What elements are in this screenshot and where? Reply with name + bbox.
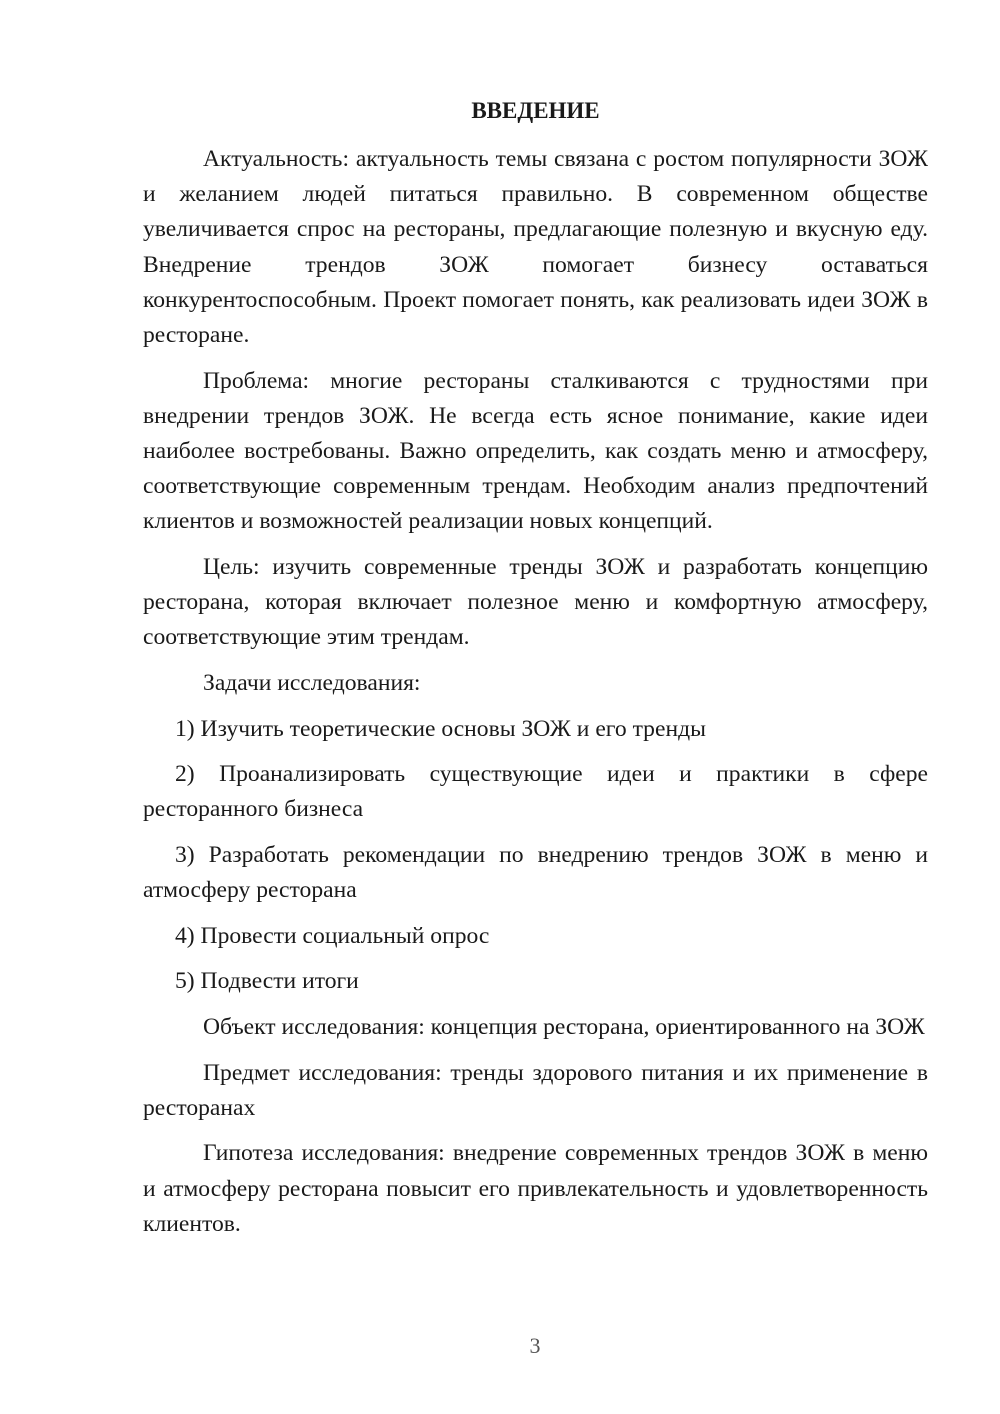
hypothesis-paragraph: Гипотеза исследования: внедрение современных трендов ЗОЖ в меню и атмосферу ресторана повысит его привлекательность и удовлетворенность клиентов. — [143, 1140, 928, 1237]
research-object-paragraph: Объект исследования: концепция ресторана, ориентированного на ЗОЖ — [203, 1013, 925, 1040]
task-item-5: 5) Подвести итоги — [175, 968, 359, 995]
relevance-paragraph: Актуальность: актуальность темы связана с ростом популярности ЗОЖ и желанием людей питаться правильно. В современном обществе увеличивается спрос на рестораны, предлагающие полезную и вкусную еду. Внедрение трендов ЗОЖ помогает бизнесу оставаться конкурентоспособным. Проект помогает понять, как реализовать идеи ЗОЖ в ресторане. — [143, 146, 928, 349]
page-number: 3 — [529, 1333, 541, 1358]
task-item-4: 4) Провести социальный опрос — [175, 922, 490, 949]
task-item-3: 3) Разработать рекомендации по внедрению трендов ЗОЖ в меню и атмосферу ресторана — [143, 842, 928, 904]
goal-paragraph: Цель: изучить современные тренды ЗОЖ и разработать концепцию ресторана, которая включает полезное меню и комфортную атмосферу, соответствующие этим трендам. — [143, 554, 928, 651]
document-body — [143, 142, 928, 1252]
tasks-heading: Задачи исследования: — [203, 670, 421, 697]
research-subject-paragraph: Предмет исследования: тренды здорового питания и их применение в ресторанах — [143, 1059, 928, 1121]
task-item-2: 2) Проанализировать существующие идеи и практики в сфере ресторанного бизнеса — [143, 761, 928, 823]
problem-paragraph: Проблема: многие рестораны сталкиваются с трудностями при внедрении трендов ЗОЖ. Не всегда есть ясное понимание, какие идеи наиболее востребованы. Важно определить, как создать меню и атмосферу, соответствующие современным трендам. Необходим анализ предпочтений клиентов и возможностей реализации новых концепций. — [143, 367, 928, 535]
section-title: ВВЕДЕНИЕ — [471, 98, 600, 123]
task-item-1: 1) Изучить теоретические основы ЗОЖ и его тренды — [175, 715, 706, 742]
